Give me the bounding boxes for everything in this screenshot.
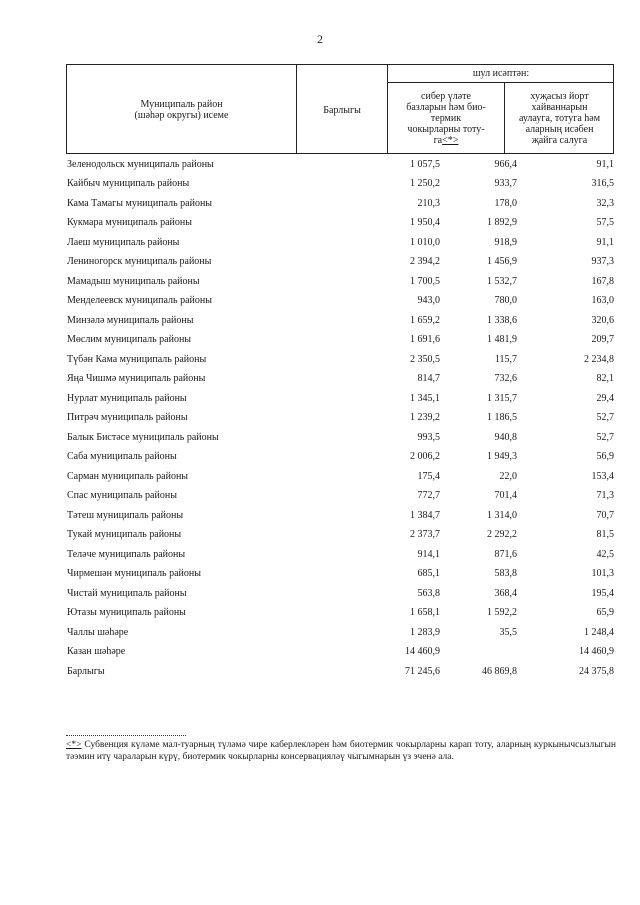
row-bio: 1 892,9 [487,217,517,228]
row-total: 1 659,2 [410,315,440,326]
table-row [66,273,616,291]
row-name: Ютазы муниципаль районы [67,607,186,618]
row-bio: 1 456,9 [487,256,517,267]
row-bio: 1 481,9 [487,334,517,345]
table-row [66,526,616,544]
row-agri: 937,3 [591,256,614,267]
row-agri: 32,3 [596,198,614,209]
row-total: 943,0 [417,295,440,306]
row-total: 1 950,4 [410,217,440,228]
row-bio: 1 949,3 [487,451,517,462]
row-total: 210,3 [417,198,440,209]
column-header-bio-line: чокырларны тоту- [407,123,485,135]
row-bio: 933,7 [494,178,517,189]
column-header-agri-line: аларның исәбен [525,123,594,135]
row-bio: 1 592,2 [487,607,517,618]
table-row [66,214,616,232]
row-total: 563,8 [417,588,440,599]
row-bio: 46 869,8 [482,666,517,677]
row-name: Яңа Чишмә муниципаль районы [67,373,206,384]
row-bio: 1 314,0 [487,510,517,521]
row-agri: 29,4 [596,393,614,404]
row-agri: 91,1 [596,237,614,248]
table-row [66,351,616,369]
table-row [66,487,616,505]
column-header-agri [505,83,614,153]
row-total: 685,1 [417,568,440,579]
row-name: Спас муниципаль районы [67,490,177,501]
row-name: Казан шәһәре [67,646,126,657]
table-row [66,585,616,603]
row-total: 1 057,5 [410,159,440,170]
row-name: Чирмешән муниципаль районы [67,568,201,579]
row-agri: 209,7 [591,334,614,345]
row-total: 914,1 [417,549,440,560]
footnote [66,739,616,763]
row-agri: 52,7 [596,412,614,423]
row-agri: 316,5 [591,178,614,189]
table-row [66,448,616,466]
table-row [66,409,616,427]
table-row [66,565,616,583]
row-agri: 81,5 [596,529,614,540]
row-name: Мөслим муниципаль районы [67,334,192,345]
row-agri: 70,7 [596,510,614,521]
footnote-text: Субвенция күләме мал-туарның түләмә чире каберлекләрен һәм биотермик чокырларны карап тоту, аларның куркынычсызлыгын тәэмин итү чараларын күрү, биотермик чокырларны консервацияләү чыгымнарын үз эченә ала. [66,740,616,762]
column-header-bio-line: базларын һәм био- [406,101,486,113]
table-row [66,331,616,349]
column-header-agri-line: аулауга, тотуга һәм [518,112,601,124]
column-header-bio-text: га [433,134,443,146]
table-header [66,64,614,154]
row-agri: 91,1 [596,159,614,170]
table-row [66,390,616,408]
row-name: Лаеш муниципаль районы [67,237,180,248]
row-agri: 24 375,8 [579,666,614,677]
row-bio: 35,5 [499,627,517,638]
row-bio: 732,6 [494,373,517,384]
table-row-total [66,663,616,681]
row-agri: 42,5 [596,549,614,560]
table-row [66,643,616,661]
row-name: Минзәлә муниципаль районы [67,315,194,326]
row-bio: 178,0 [494,198,517,209]
column-header-total: Барлыгы [323,104,361,116]
row-bio: 940,8 [494,432,517,443]
row-agri: 52,7 [596,432,614,443]
row-name: Чаллы шәһәре [67,627,129,638]
row-total: 175,4 [417,471,440,482]
row-bio: 1 338,6 [487,315,517,326]
row-total: 2 373,7 [410,529,440,540]
row-total: 2 006,2 [410,451,440,462]
row-name: Барлыгы [67,666,105,677]
row-total: 1 010,0 [410,237,440,248]
table-row [66,507,616,525]
row-bio: 22,0 [499,471,517,482]
row-bio: 871,6 [494,549,517,560]
row-name: Нурлат муниципаль районы [67,393,187,404]
table-row [66,234,616,252]
row-bio: 780,0 [494,295,517,306]
row-bio: 2 292,2 [487,529,517,540]
footnote-divider [66,735,186,736]
table-row [66,624,616,642]
column-header-name [67,65,296,155]
row-name: Тукай муниципаль районы [67,529,182,540]
column-header-agri-line: хуҗасыз йорт [530,90,589,102]
table-row [66,370,616,388]
row-name: Түбән Кама муниципаль районы [67,354,207,365]
row-name: Сарман муниципаль районы [67,471,189,482]
row-agri: 1 248,4 [584,627,614,638]
row-name: Кукмара муниципаль районы [67,217,192,228]
row-agri: 320,6 [591,315,614,326]
column-header-agri-line: җайга салуга [531,134,588,146]
row-agri: 2 234,8 [584,354,614,365]
table-row [66,468,616,486]
row-total: 1 691,6 [410,334,440,345]
row-agri: 57,5 [596,217,614,228]
row-total: 814,7 [417,373,440,384]
row-total: 2 394,2 [410,256,440,267]
row-total: 772,7 [417,490,440,501]
row-name: Тәтеш муниципаль районы [67,510,184,521]
footnote-ref-link[interactable]: <*> [442,134,459,146]
row-total: 993,5 [417,432,440,443]
row-agri: 14 460,9 [579,646,614,657]
row-agri: 167,8 [591,276,614,287]
row-bio: 701,4 [494,490,517,501]
table-row [66,175,616,193]
table-row [66,292,616,310]
row-total: 1 283,9 [410,627,440,638]
row-name: Саба муниципаль районы [67,451,177,462]
row-bio: 1 315,7 [487,393,517,404]
row-agri: 153,4 [591,471,614,482]
table-row [66,312,616,330]
row-total: 1 384,7 [410,510,440,521]
row-bio: 583,8 [494,568,517,579]
row-bio: 1 532,7 [487,276,517,287]
row-name: Кайбыч муниципаль районы [67,178,190,189]
column-header-bio [388,83,504,153]
column-header-name-line: (шәһәр округы) исеме [134,110,229,121]
column-header-name-line: Муниципаль район [140,99,223,110]
column-header-agri-line: хайваннарын [531,101,588,113]
row-bio: 1 186,5 [487,412,517,423]
table-row [66,195,616,213]
page-number: 2 [317,32,323,46]
row-name: Чистай муниципаль районы [67,588,187,599]
row-name: Мамадыш муниципаль районы [67,276,200,287]
row-name: Питрәч муниципаль районы [67,412,188,423]
row-total: 1 250,2 [410,178,440,189]
row-bio: 966,4 [494,159,517,170]
row-name: Балык Бистәсе муниципаль районы [67,432,219,443]
column-header-bio-line [434,135,459,146]
row-total: 71 245,6 [405,666,440,677]
row-agri: 82,1 [596,373,614,384]
row-total: 1 700,5 [410,276,440,287]
table-row [66,429,616,447]
column-header-bio-line: сибер үләте [421,90,471,102]
row-total: 14 460,9 [405,646,440,657]
row-bio: 918,9 [494,237,517,248]
row-agri: 195,4 [591,588,614,599]
row-name: Зеленодольск муниципаль районы [67,159,214,170]
table-row [66,546,616,564]
row-name: Теләче муниципаль районы [67,549,186,560]
row-total: 1 239,2 [410,412,440,423]
table-row [66,156,616,174]
row-total: 2 350,5 [410,354,440,365]
table-row [66,604,616,622]
row-agri: 101,3 [591,568,614,579]
row-bio: 368,4 [494,588,517,599]
row-total: 1 345,1 [410,393,440,404]
row-agri: 163,0 [591,295,614,306]
row-name: Кама Тамагы муниципаль районы [67,198,213,209]
row-bio: 115,7 [494,354,517,365]
row-name: Менделеевск муниципаль районы [67,295,212,306]
table-row [66,253,616,271]
footnote-anchor-link[interactable]: <*> [66,740,82,750]
row-agri: 56,9 [596,451,614,462]
column-group-label: шул исәптән: [472,68,530,79]
column-header-bio-line: термик [430,112,462,124]
row-name: Лениногорск муниципаль районы [67,256,212,267]
row-agri: 65,9 [596,607,614,618]
row-agri: 71,3 [596,490,614,501]
row-total: 1 658,1 [410,607,440,618]
